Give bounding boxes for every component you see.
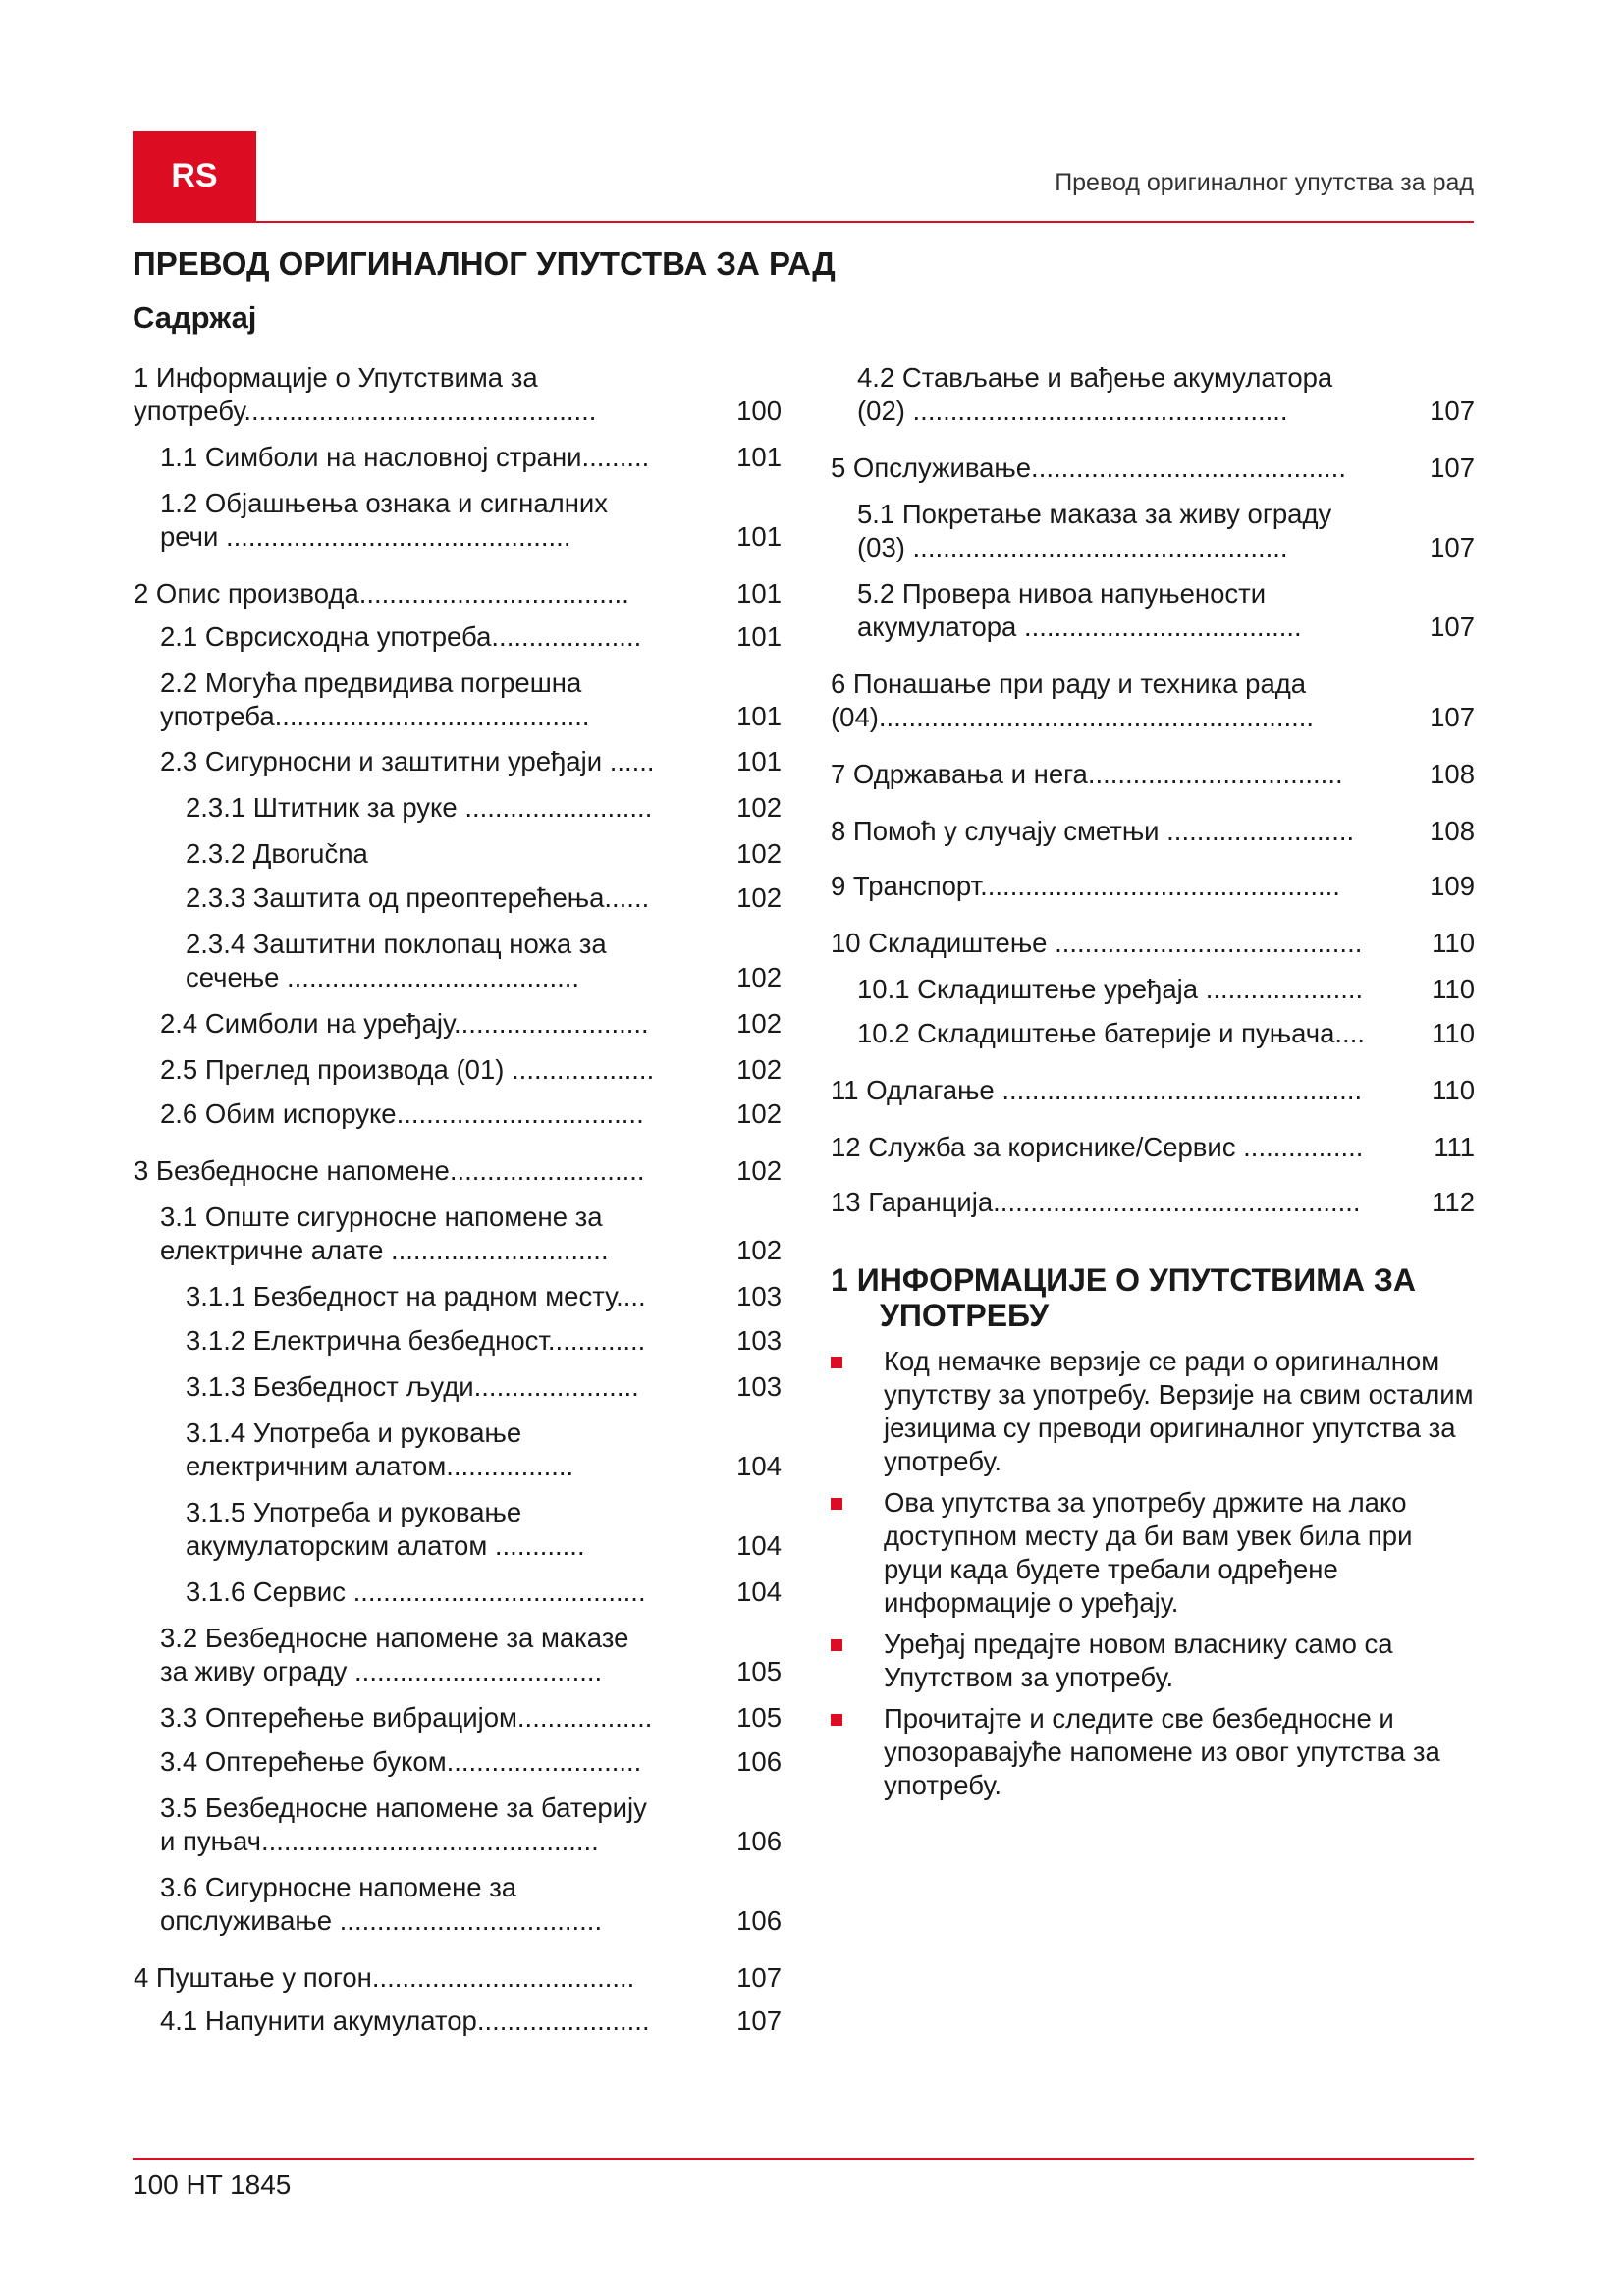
toc-left-column <box>134 361 782 2038</box>
toc-entry[interactable]: 2.3.3 Заштита од преоптерећења...... 102 <box>186 882 782 913</box>
toc-entry[interactable]: 1.2 Објашњења ознака и сигналних речи .............................................. 101 <box>160 488 782 552</box>
toc-entry[interactable]: 5.1 Покретање маказа за живу ограду (03) .................................................. 107 <box>857 499 1475 562</box>
toc-entry[interactable]: 9 Транспорт................................................ 109 <box>831 871 1475 901</box>
toc-entry[interactable]: 3.4 Оптерећење буком.......................... 106 <box>160 1746 782 1777</box>
list-item: Прочитајте и следите све безбедносне и упозоравајуће напомене из овог упутства за употребу. <box>831 1702 1475 1802</box>
toc-entry[interactable]: 4.1 Напунити акумулатор....................... 107 <box>160 2005 782 2036</box>
toc-entry[interactable]: 3.1.6 Сервис ....................................... 104 <box>186 1576 782 1607</box>
bullet-square-icon <box>831 1357 842 1368</box>
toc-entry[interactable]: 3.1.3 Безбедност људи...................... 103 <box>186 1371 782 1402</box>
toc-entry[interactable]: 2.3 Сигурносни и заштитни уређаји ...... 101 <box>160 746 782 776</box>
toc-entry[interactable]: 3.3 Оптерећење вибрацијом.................. 105 <box>160 1702 782 1733</box>
toc-entry[interactable]: 2 Опис производа.................................... 101 <box>134 578 782 609</box>
info-bullet-list <box>831 1345 1475 1810</box>
toc-entry[interactable]: 4 Пуштање у погон................................... 107 <box>134 1962 782 1993</box>
footer-divider <box>133 2158 1474 2160</box>
bullet-square-icon <box>831 1714 842 1726</box>
toc-entry[interactable]: 3 Безбедносне напомене.......................... 102 <box>134 1155 782 1186</box>
footer-page-info: 100 HT 1845 <box>133 2169 292 2200</box>
header-title: Превод оригиналног упутства за рад <box>1055 169 1474 196</box>
list-item: Код немачке верзије се ради о оригиналном упутству за употребу. Верзије на свим осталим језицима су преводи оригиналног упутства за употребу. <box>831 1345 1475 1478</box>
toc-entry[interactable]: 3.5 Безбедносне напомене за батерију и пуњач............................................. 106 <box>160 1792 782 1856</box>
bullet-square-icon <box>831 1639 842 1651</box>
toc-entry[interactable]: 2.3.4 Заштитни поклопац ножа за сечење ....................................... 102 <box>186 929 782 992</box>
toc-entry[interactable]: 2.1 Сврсисходна употреба.................... 101 <box>160 621 782 652</box>
toc-entry[interactable]: 7 Одржавања и нега.................................. 108 <box>831 759 1475 789</box>
toc-right-column <box>831 361 1475 1219</box>
header-divider <box>133 221 1474 223</box>
document-title: ПРЕВОД ОРИГИНАЛНОГ УПУТСТВА ЗА РАД <box>133 245 836 282</box>
toc-entry[interactable]: 4.2 Стављање и вађење акумулатора (02) .................................................. 107 <box>857 362 1475 426</box>
language-badge: RS <box>133 131 256 221</box>
toc-entry[interactable]: 3.6 Сигурносне напомене за опслуживање ................................... 106 <box>160 1872 782 1936</box>
toc-entry[interactable]: 2.6 Обим испоруке................................. 102 <box>160 1098 782 1129</box>
toc-entry[interactable]: 1.1 Симболи на насловној страни......... 101 <box>160 442 782 472</box>
toc-entry[interactable]: 13 Гаранција................................................. 112 <box>831 1187 1475 1217</box>
toc-entry[interactable]: 3.1.1 Безбедност на радном месту.... 103 <box>186 1281 782 1311</box>
toc-entry[interactable]: 1 Информације о Упутствима за употребу............................................... 100 <box>134 362 782 426</box>
toc-entry[interactable]: 3.1.5 Употреба и руковање акумулаторским алатом ............ 104 <box>186 1497 782 1561</box>
section-heading: 1 ИНФОРМАЦИЈЕ О УПУТСТВИМА ЗА УПОТРЕБУ <box>831 1262 1417 1333</box>
toc-entry[interactable]: 3.2 Безбедносне напомене за маказе за живу ограду ................................. 105 <box>160 1623 782 1686</box>
toc-entry[interactable]: 2.2 Могућа предвидива погрешна употреба.......................................... 101 <box>160 667 782 731</box>
toc-entry[interactable]: 10 Складиштење ......................................... 110 <box>831 928 1475 958</box>
toc-entry[interactable]: 10.2 Складиштење батерије и пуњача.... 110 <box>857 1018 1475 1048</box>
toc-entry[interactable]: 2.4 Симболи на уређају.......................... 102 <box>160 1008 782 1039</box>
toc-heading: Садржај <box>133 300 257 335</box>
toc-entry[interactable]: 8 Помоћ у случају сметњи ......................... 108 <box>831 816 1475 846</box>
toc-entry[interactable]: 2.5 Преглед производа (01) ................... 102 <box>160 1054 782 1085</box>
toc-entry[interactable]: 3.1 Опште сигурносне напомене за електричне алате ............................. 102 <box>160 1201 782 1265</box>
list-item: Ова упутства за употребу држите на лако доступном месту да би вам увек била при руци када будете требали одређене информације о уређају. <box>831 1486 1475 1620</box>
toc-entry[interactable]: 10.1 Складиштење уређаја ..................... 110 <box>857 974 1475 1004</box>
bullet-square-icon <box>831 1498 842 1510</box>
toc-entry[interactable]: 2.3.2 Двоručna 102 <box>186 838 782 869</box>
toc-entry[interactable]: 3.1.4 Употреба и руковање електричним алатом................. 104 <box>186 1417 782 1481</box>
toc-entry[interactable]: 5 Опслуживање.......................................... 107 <box>831 453 1475 483</box>
list-item: Уређај предајте новом власнику само са Упутством за употребу. <box>831 1628 1475 1694</box>
toc-entry[interactable]: 6 Понашање при раду и техника рада (04).......................................................... 107 <box>831 668 1475 732</box>
toc-entry[interactable]: 3.1.2 Електрична безбедност............. 103 <box>186 1325 782 1356</box>
toc-entry[interactable]: 5.2 Провера нивоа напуњености акумулатора ..................................... 107 <box>857 578 1475 642</box>
toc-entry[interactable]: 12 Служба за кориснике/Сервис ................ 111 <box>831 1132 1475 1162</box>
toc-entry[interactable]: 11 Одлагање ................................................ 110 <box>831 1075 1475 1105</box>
toc-entry[interactable]: 2.3.1 Штитник за руке ......................... 102 <box>186 792 782 823</box>
